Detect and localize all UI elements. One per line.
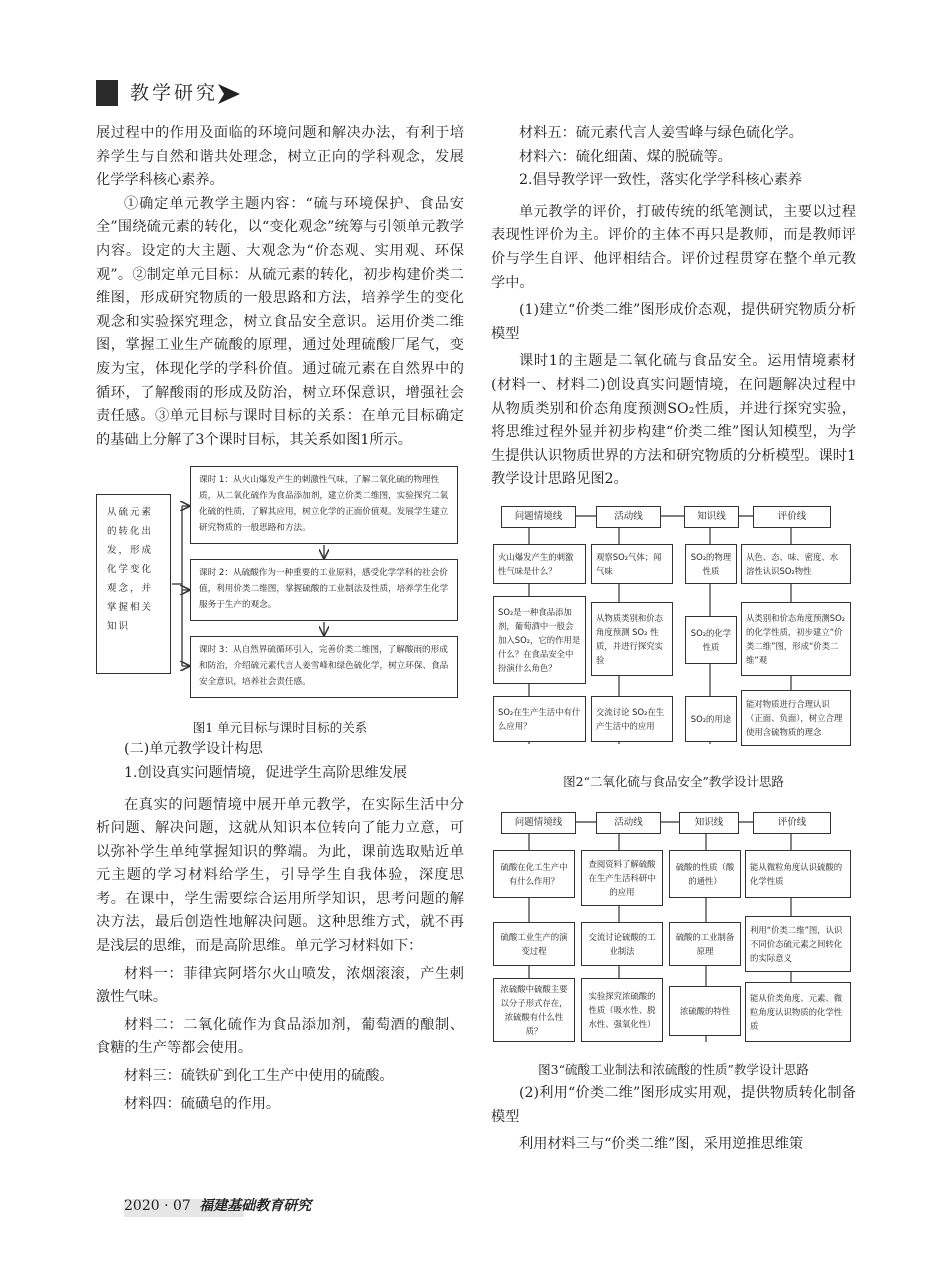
- fig2-activity-1: 观察SO₂气体；闻气味: [591, 544, 673, 584]
- fig2-problem-2: SO₂是一种食品添加剂，葡萄酒中一般会加入SO₂，它的作用是什么？在食品安全中扮演什么角色？: [493, 596, 586, 684]
- material-6: 材料六：硫化细菌、煤的脱硫等。: [519, 148, 732, 165]
- fig2-header-activity: 活动线: [596, 506, 661, 528]
- fig3-problem-2: 硫酸工业生产的演变过程: [493, 922, 575, 966]
- figure-3-caption: 图3“硫酸工业制法和浓硫酸的性质”教学设计思路: [538, 1061, 809, 1077]
- paragraph: 在真实的问题情境中展开单元教学，在实际生活中分析问题、解决问题，这就从知识本位转向了能力立意，可以弥补学生单纯掌握知识的弊端。为此，课前选取贴近单元主题的学习材料给学生，引导学生自我体验，深度思考。在课中，学生需要综合运用所学知识，思考问题的解决方法，最后创造性地解决问题。这种思维方式，就不再是浅层的思维，而是高阶思维。单元学习材料如下：: [96, 796, 464, 955]
- figure-2: [491, 504, 856, 752]
- fig2-activity-3: 交流讨论 SO₂在生产生活中的应用: [591, 696, 673, 742]
- fig2-knowledge-2: SO₂的化学性质: [685, 616, 737, 664]
- fig2-activity-2: 从物质类别和价态角度预测 SO₂ 性质，并进行探究实验: [591, 602, 673, 676]
- fig3-header-knowledge: 知识线: [679, 812, 739, 834]
- fig2-header-knowledge: 知识线: [684, 506, 739, 528]
- material-5: 材料五：硫元素代言人姜雪峰与绿色硫化学。: [519, 125, 803, 141]
- subsection-heading: (1)建立“价类二维”图形成价态观，提供研究物质分析模型: [491, 302, 856, 342]
- material-1: 材料一：菲律宾阿塔尔火山喷发，浓烟滚滚，产生刺激性气味。: [96, 965, 464, 1006]
- fig1-source-text: 从硫元素的转化出发，形成化学变化观念，并掌握相关知识: [107, 507, 154, 633]
- fig3-header-evaluation: 评价线: [753, 812, 831, 834]
- header-block: [96, 80, 118, 106]
- fig2-eval-2: 从类别和价态角度预测SO₂的化学性质，初步建立“价类二维”图，形成“价类二维”观: [741, 602, 851, 676]
- subsection-heading: (2)利用“价类二维”图形成实用观，提供物质转化制备模型: [491, 1084, 856, 1125]
- fig1-lesson-1-text: 课时 1：从火山爆发产生的刺激性气味，了解二氧化硫的物理性质，从二氧化硫作为食品添加剂，建立价类二维图，实验探究二氧化硫的性质，了解其应用，树立化学的正面价值观。发展学生建立研究物质的一般思路和方法。: [199, 475, 449, 534]
- figure-1-caption: 图1 单元目标与课时目标的关系: [192, 720, 368, 736]
- fig3-problem-1: 硫酸在化工生产中有什么作用？: [493, 850, 575, 898]
- fig3-activity-3: 实验探究浓硫酸的性质（吸水性、脱水性、强氧化性）: [581, 978, 663, 1042]
- fig2-eval-3: 能对物质进行合理认识（正面、负面），树立合理使用含硫物质的理念: [741, 690, 851, 746]
- fig3-activity-2: 交流讨论硫酸的工业制法: [581, 922, 663, 966]
- fig2-eval-1: 从色、态、味、密度、水溶性认识SO₂物性: [741, 544, 851, 584]
- figure-2-caption: 图2“二氧化硫与食品安全”教学设计思路: [563, 773, 784, 789]
- paragraph: 课时1的主题是二氧化硫与食品安全。运用情境素材(材料一、材料二)创设真实问题情境，在问题解决过程中从物质类别和价态角度预测SO₂性质，并进行探究实验，将思维过程外显并初步构建“价类二维”图认知模型，为学生提供认识物质世界的方法和研究物质的分析模型。课时1教学设计思路见图2。: [491, 353, 856, 488]
- fig3-problem-3: 浓硫酸中硫酸主要以分子形式存在，浓硫酸有什么性质？: [493, 978, 575, 1042]
- fig1-connectors: [96, 466, 464, 716]
- material-3: 材料三：硫铁矿到化工生产中使用的硫酸。: [124, 1068, 394, 1085]
- fig3-knowledge-1: 硫酸的性质（酸的通性）: [669, 850, 741, 898]
- fig3-activity-1: 查阅资料了解硫酸在生产生活科研中的应用: [581, 850, 663, 906]
- fig3-knowledge-2: 硫酸的工业制备原理: [669, 922, 741, 966]
- page-footer: [124, 1195, 311, 1215]
- fig3-header-activity: 活动线: [596, 812, 661, 834]
- paragraph: 展过程中的作用及面临的环境问题和解决办法，有利于培养学生与自然和谐共处理念，树立正向的学科观念，发展化学学科核心素养。: [96, 125, 464, 189]
- fig2-knowledge-1: SO₂的物理性质: [685, 544, 737, 584]
- figure-3: [491, 810, 856, 1050]
- fig2-header-problem: 问题情境线: [501, 506, 576, 528]
- material-2: 材料二：二氧化硫作为食品添加剂，葡萄酒的酿制、食糖的生产等都会使用。: [96, 1016, 464, 1057]
- figure-1: [96, 466, 464, 716]
- paragraph: ①确定单元教学主题内容：“硫与环境保护、食品安全”围绕硫元素的转化，以“变化观念”统筹与引领单元教学内容。设定的大主题、大观念为“价态观、实用观、环保观”。②制定单元目标：从硫元素的转化，初步构建价类二维图，形成研究物质的一般思路和方法，培养学生的变化观念和实验探究理念，树立食品安全意识。运用价类二维图，掌握工业生产硫酸的原理，通过处理硫酸厂尾气，变废为宝，体现化学的学科价值。通过硫元素在自然界中的循环，了解酸雨的形成及防治，树立环保意识，增强社会责任感。③单元目标与课时目标的关系：在单元目标确定的基础上分解了3个课时目标，其关系如图1所示。: [96, 195, 464, 448]
- paragraph: 单元教学的评价，打破传统的纸笔测试，主要以过程表现性评价为主。评价的主体不再只是教师，而是教师评价与学生自评、他评相结合。评价过程贯穿在整个单元教学中。: [491, 203, 856, 291]
- fig3-eval-2: 利用“价类二维”图，认识不同价态硫元素之间转化的实际意义: [745, 916, 851, 972]
- subsection-heading: 2.倡导教学评一致性，落实化学学科核心素养: [519, 172, 803, 189]
- fig2-problem-3: SO₂在生产生活中有什么应用？: [493, 696, 586, 742]
- issue-number: 2020 · 07: [124, 1198, 191, 1214]
- fig2-problem-1: 火山爆发产生的刺激性气味是什么？: [493, 544, 586, 584]
- fig3-eval-3: 能从价类角度、元素、微粒角度认识物质的化学性质: [745, 982, 851, 1042]
- left-column: [96, 122, 464, 1116]
- paragraph: 利用材料三与“价类二维”图，采用逆推思维策: [519, 1136, 804, 1153]
- section-heading: (二)单元教学设计构思: [124, 741, 263, 758]
- section-title: 教学研究: [130, 82, 219, 104]
- material-4: 材料四：硫磺皂的作用。: [124, 1095, 281, 1112]
- fig3-eval-1: 能从微粒角度认识硫酸的化学性质: [745, 850, 851, 898]
- chevron-right-icon: [216, 82, 242, 106]
- subsection-heading: 1.创设真实问题情境，促进学生高阶思维发展: [124, 764, 408, 781]
- fig3-header-problem: 问题情境线: [501, 812, 576, 834]
- right-column: [491, 122, 856, 1157]
- fig1-lesson-3-text: 课时 3：从自然界硫循环引入，完善价类二维图，了解酸雨的形成和防治，介绍硫元素代言人姜雪峰和绿色硫化学，树立环保、食品安全意识，培养社会责任感。: [199, 645, 449, 688]
- fig1-lesson-2-text: 课时 2：从硫酸作为一种重要的工业原料，感受化学学科的社会价值，利用价类二维图，掌握硫酸的工业制法及性质，培养学生化学服务于生产的观念。: [199, 568, 449, 611]
- fig2-header-evaluation: 评价线: [753, 506, 831, 528]
- fig3-knowledge-3: 浓硫酸的特性: [669, 986, 741, 1036]
- fig2-knowledge-3: SO₂的用途: [685, 696, 737, 742]
- magazine-title: 福建基础教育研究: [199, 1198, 312, 1214]
